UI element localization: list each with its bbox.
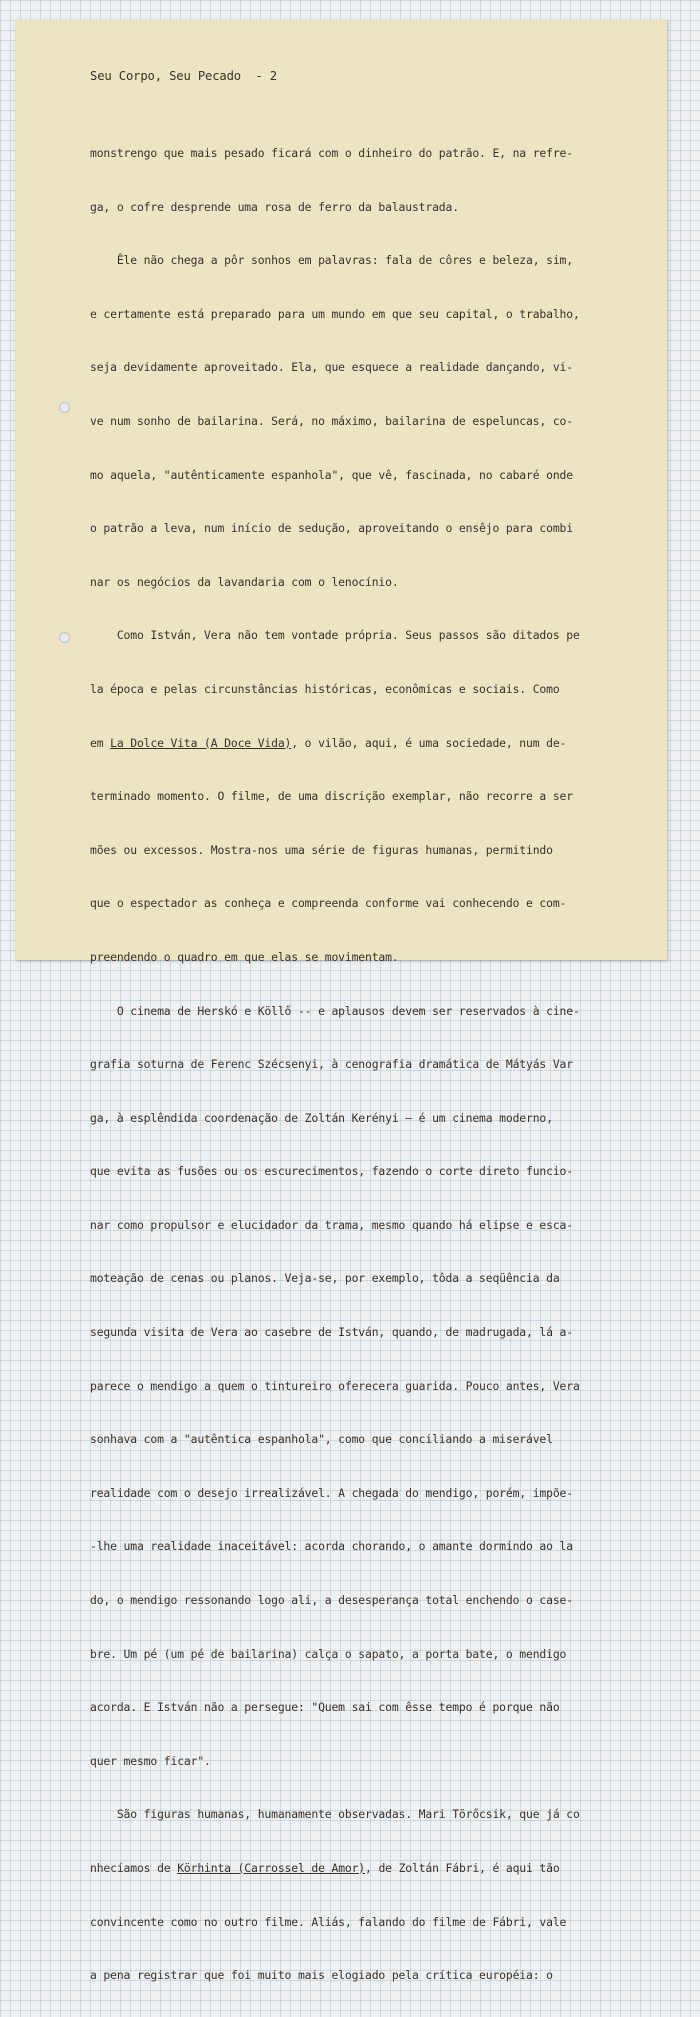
text-line: grafia soturna de Ferenc Szécsenyi, à cenografia dramática de Mátyás Var	[90, 1057, 573, 1072]
punch-hole-lower	[59, 632, 70, 643]
text-line: Como István, Vera não tem vontade própria. Seus passos são ditados pe	[90, 628, 580, 643]
text-line: realidade com o desejo irrealizável. A chegada do mendigo, porém, impõe-	[90, 1485, 573, 1500]
text-line: acorda. E István não a persegue: "Quem sai com êsse tempo é porque não	[90, 1700, 560, 1715]
text-line: a pena registrar que foi muito mais elogiado pela crítica européia: o	[90, 1968, 553, 1983]
text-line: ve num sonho de bailarina. Será, no máximo, bailarina de espeluncas, co-	[90, 413, 573, 428]
text-line: preendendo o quadro em que elas se movimentam.	[90, 949, 399, 964]
text-line: ga, o cofre desprende uma rosa de ferro da balaustrada.	[90, 199, 459, 214]
text-line: nar os negócios da lavandaria com o lenocínio.	[90, 574, 399, 589]
text-line: do, o mendigo ressonando logo ali, a desesperança total enchendo o case-	[90, 1593, 573, 1608]
underlined-film-title: Körhinta (Carrossel de Amor)	[177, 1861, 366, 1875]
text-line: monstrengo que mais pesado ficará com o dinheiro do patrão. E, na refre-	[90, 146, 573, 160]
text-line: São figuras humanas, humanamente observadas. Mari Törőcsik, que já co	[90, 1807, 580, 1822]
text-line: la época e pelas circunstâncias históricas, econômicas e sociais. Como	[90, 681, 560, 696]
text-line: que evita as fusões ou os escurecimentos, fazendo o corte direto funcio-	[90, 1164, 573, 1179]
text-line: o patrão a leva, num início de sedução, aproveitando o ensêjo para combi	[90, 521, 573, 536]
text-line: quer mesmo ficar".	[90, 1753, 211, 1768]
text-line: nar como propulsor e elucidador da trama, mesmo quando há elipse e esca-	[90, 1217, 573, 1232]
text-line: e certamente está preparado para um mundo em que seu capital, o trabalho,	[90, 306, 580, 321]
page-header: Seu Corpo, Seu Pecado - 2	[90, 69, 277, 83]
text-line: em La Dolce Vita (A Doce Vida), o vilão, aqui, é uma sociedade, num de-	[90, 735, 567, 750]
text-line: -lhe uma realidade inaceitável: acorda chorando, o amante dormindo ao la	[90, 1539, 573, 1554]
punch-hole-upper	[59, 402, 70, 413]
text-line: terminado momento. O filme, de uma discrição exemplar, não recorre a ser	[90, 789, 573, 804]
text-line: ga, à esplêndida coordenação de Zoltán Kerényi — é um cinema moderno,	[90, 1110, 553, 1125]
text-line: sonhava com a "autêntica espanhola", como que conciliando a miserável	[90, 1432, 553, 1447]
text-line: segunda visita de Vera ao casebre de István, quando, de madrugada, lá a-	[90, 1325, 573, 1340]
text-line: mões ou excessos. Mostra-nos uma série de figuras humanas, permitindo	[90, 842, 553, 857]
body-text	[90, 113, 580, 2017]
text-line: seja devidamente aproveitado. Ela, que esquece a realidade dançando, vi-	[90, 360, 573, 375]
text-line: O cinema de Herskó e Köllő -- e aplausos devem ser reservados à cine-	[90, 1003, 580, 1018]
text-line: parece o mendigo a quem o tintureiro oferecera guarida. Pouco antes, Vera	[90, 1378, 580, 1393]
text-line: moteação de cenas ou planos. Veja-se, por exemplo, tôda a seqüência da	[90, 1271, 560, 1286]
text-line: convincente como no outro filme. Aliás, falando do filme de Fábri, vale	[90, 1914, 567, 1929]
text-line: bre. Um pé (um pé de bailarina) calça o sapato, a porta bate, o mendigo	[90, 1646, 567, 1661]
text-line: Êle não chega a pôr sonhos em palavras: fala de côres e beleza, sim,	[90, 253, 573, 268]
typewritten-page	[15, 20, 667, 1983]
underlined-film-title: La Dolce Vita (A Doce Vida)	[110, 735, 292, 750]
text-line: nhecíamos de Körhinta (Carrossel de Amor), de Zoltán Fábri, é aqui tão	[90, 1861, 560, 1875]
text-line: mo aquela, "autênticamente espanhola", que vê, fascinada, no cabaré onde	[90, 467, 573, 482]
text-line: que o espectador as conheça e compreenda conforme vai conhecendo e com-	[90, 896, 567, 911]
